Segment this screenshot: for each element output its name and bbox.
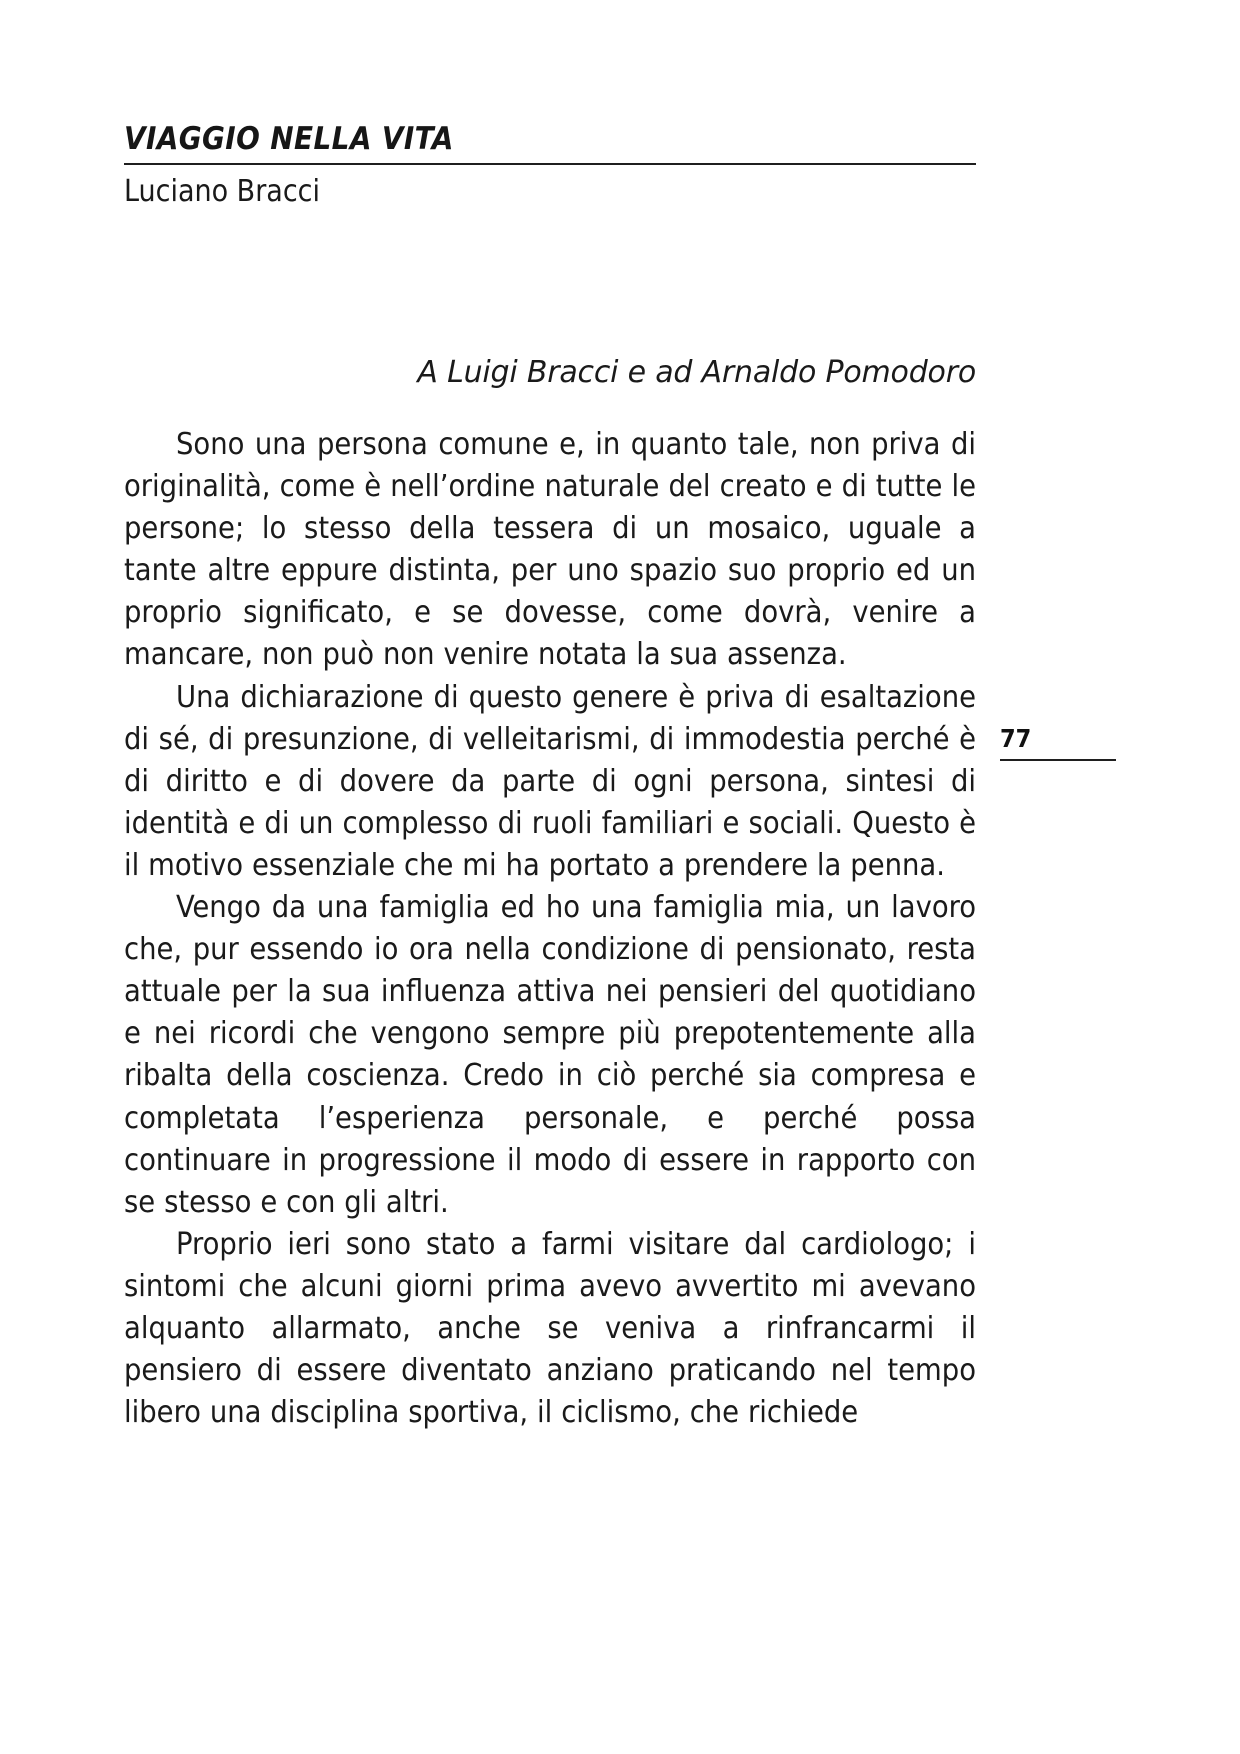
folio-block [1000,726,1116,761]
folio-divider [1000,759,1116,761]
body-paragraph: Sono una persona comune e, in quanto tale, non priva di originalità, come è nell’ordine naturale del creato e di tutte le persone; lo stesso della tessera di un mosaico, uguale a tante altre eppure distinta, per uno spazio suo proprio ed un proprio significato, e se dovesse, come dovrà, venire a mancare, non può non venire notata la sua assenza. [124,427,976,673]
body-paragraph: Una dichiarazione di questo genere è priva di esaltazione di sé, di presunzione, di velleitarismi, di immodestia perché è di diritto e di dovere da parte di ogni persona, sintesi di identità e di un complesso di ruoli familiari e sociali. Questo è il motivo essenziale che mi ha portato a prendere la penna. [124,679,976,883]
body-paragraph: Vengo da una famiglia ed ho una famiglia mia, un lavoro che, pur essendo io ora nella condizione di pensionato, resta attuale per la sua influenza attiva nei pensieri del quotidiano e nei ricordi che vengono sempre più prepotentemente alla ribalta della coscienza. Credo in ciò perché sia compresa e completata l’esperienza personale, e perché possa continuare in progressione il modo di essere in rapporto con se stesso e con gli altri. [124,890,976,1220]
body-text-column [124,424,976,1434]
article-header [124,122,976,210]
title-divider [124,163,976,165]
dedication-line: A Luigi Bracci e ad Arnaldo Pomodoro [417,355,976,390]
author-name: Luciano Bracci [124,173,320,209]
page-title: VIAGGIO NELLA VITA [124,121,454,157]
body-paragraph: Proprio ieri sono stato a farmi visitare dal cardiologo; i sintomi che alcuni giorni prima avevo avvertito mi avevano alquanto allarmato, anche se veniva a rinfrancarmi il pensiero di essere diventato anziano praticando nel tempo libero una disciplina sportiva, il ciclismo, che richiede [124,1226,976,1431]
page-number: 77 [1000,724,1032,753]
